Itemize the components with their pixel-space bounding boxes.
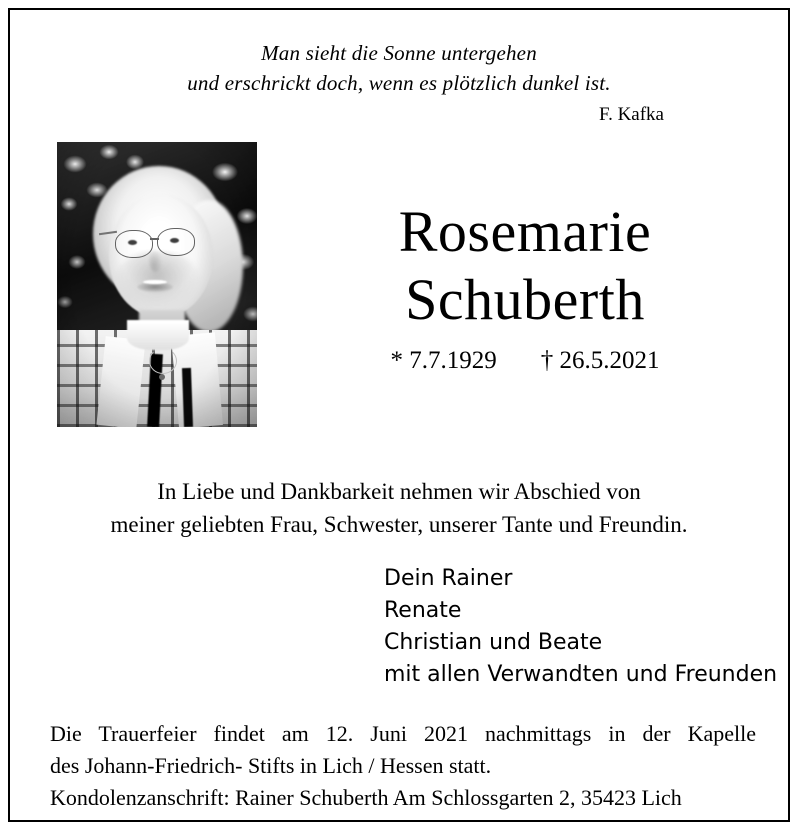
epigraph-attribution: F. Kafka bbox=[599, 104, 664, 125]
service-line-1: Die Trauerfeier findet am 12. Juni 2021 nachmittags in der Kapelle bbox=[50, 721, 756, 746]
farewell-line-1: In Liebe und Dankbarkeit nehmen wir Abschied von bbox=[157, 479, 641, 504]
list-item: mit allen Verwandten und Freunden bbox=[384, 662, 778, 687]
farewell-message bbox=[10, 475, 788, 541]
service-line-2: des Johann-Friedrich- Stifts in Lich / Hessen statt. bbox=[50, 753, 492, 778]
death-date: † 26.5.2021 bbox=[540, 347, 660, 374]
name-block bbox=[290, 198, 760, 376]
farewell-line-2: meiner geliebten Frau, Schwester, unserer Tante und Freundin. bbox=[110, 512, 688, 537]
list-item: Dein Rainer bbox=[384, 566, 513, 591]
epigraph-line-1: Man sieht die Sonne untergehen bbox=[261, 41, 537, 65]
list-item: Christian und Beate bbox=[384, 630, 603, 655]
birth-date: * 7.7.1929 bbox=[390, 347, 497, 374]
family-name: Schuberth bbox=[405, 267, 645, 332]
photo-vignette bbox=[57, 142, 257, 427]
given-name: Rosemarie bbox=[398, 199, 652, 264]
obituary-notice bbox=[8, 8, 790, 822]
list-item: Renate bbox=[384, 598, 462, 623]
service-line-3: Kondolenzanschrift: Rainer Schuberth Am Schlossgarten 2, 35423 Lich bbox=[50, 785, 682, 810]
survivors-list bbox=[384, 563, 777, 691]
life-dates bbox=[290, 346, 760, 376]
service-details bbox=[50, 718, 756, 814]
epigraph bbox=[10, 38, 788, 98]
epigraph-line-2: und erschrickt doch, wenn es plötzlich dunkel ist. bbox=[187, 71, 611, 95]
portrait-photo bbox=[57, 142, 257, 427]
